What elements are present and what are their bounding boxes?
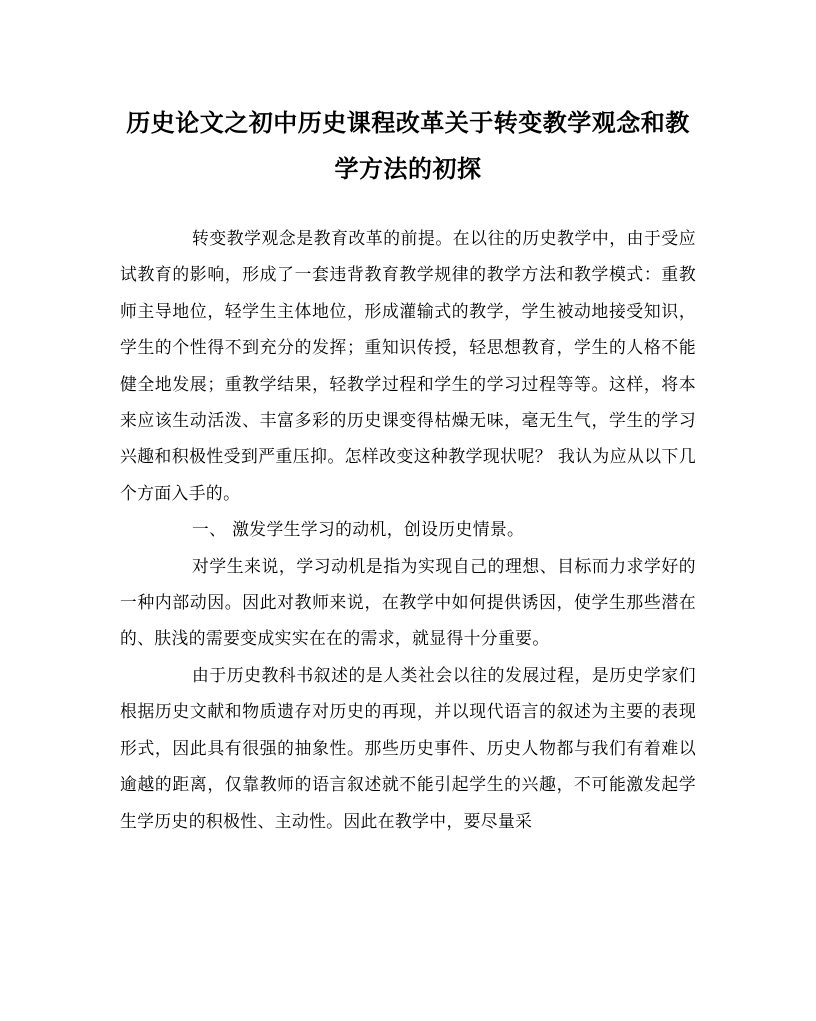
paragraph-intro: 转变教学观念是教育改革的前提。在以往的历史教学中，由于受应试教育的影响，形成了一套违背教育教学规律的教学方法和教学模式：重教师主导地位，轻学生主体地位，形成灌输式的教学，学生被动地接受知识，学生的个性得不到充分的发挥；重知识传授，轻思想教育，学生的人格不能健全地发展；重教学结果，轻教学过程和学生的学习过程等等。这样，将本来应该生动活泼、丰富多彩的历史课变得枯燥无味，毫无生气，学生的学习兴趣和积极性受到严重压抑。怎样改变这种教学现状呢？ 我认为应从以下几个方面入手的。 [120, 228, 696, 503]
paragraph-motivation: 对学生来说，学习动机是指为实现自己的理想、目标而力求学好的一种内部动因。因此对教师来说，在教学中如何提供诱因，使学生那些潜在的、肤浅的需要变成实实在在的需求，就显得十分重要。 [120, 555, 696, 649]
document-title: 历史论文之初中历史课程改革关于转变教学观念和教学方法的初探 [126, 108, 690, 183]
document-body [120, 220, 696, 839]
section-heading-1: 一、 激发学生学习的动机，创设历史情景。 [192, 519, 525, 540]
paragraph-textbook: 由于历史教科书叙述的是人类社会以往的发展过程，是历史学家们根据历史文献和物质遗存对历史的再现，并以现代语言的叙述为主要的表现形式，因此具有很强的抽象性。那些历史事件、历史人物都与我们有着难以逾越的距离，仅靠教师的语言叙述就不能引起学生的兴趣，不可能激发起学生学历史的积极性、主动性。因此在教学中，要尽量采 [120, 664, 696, 831]
